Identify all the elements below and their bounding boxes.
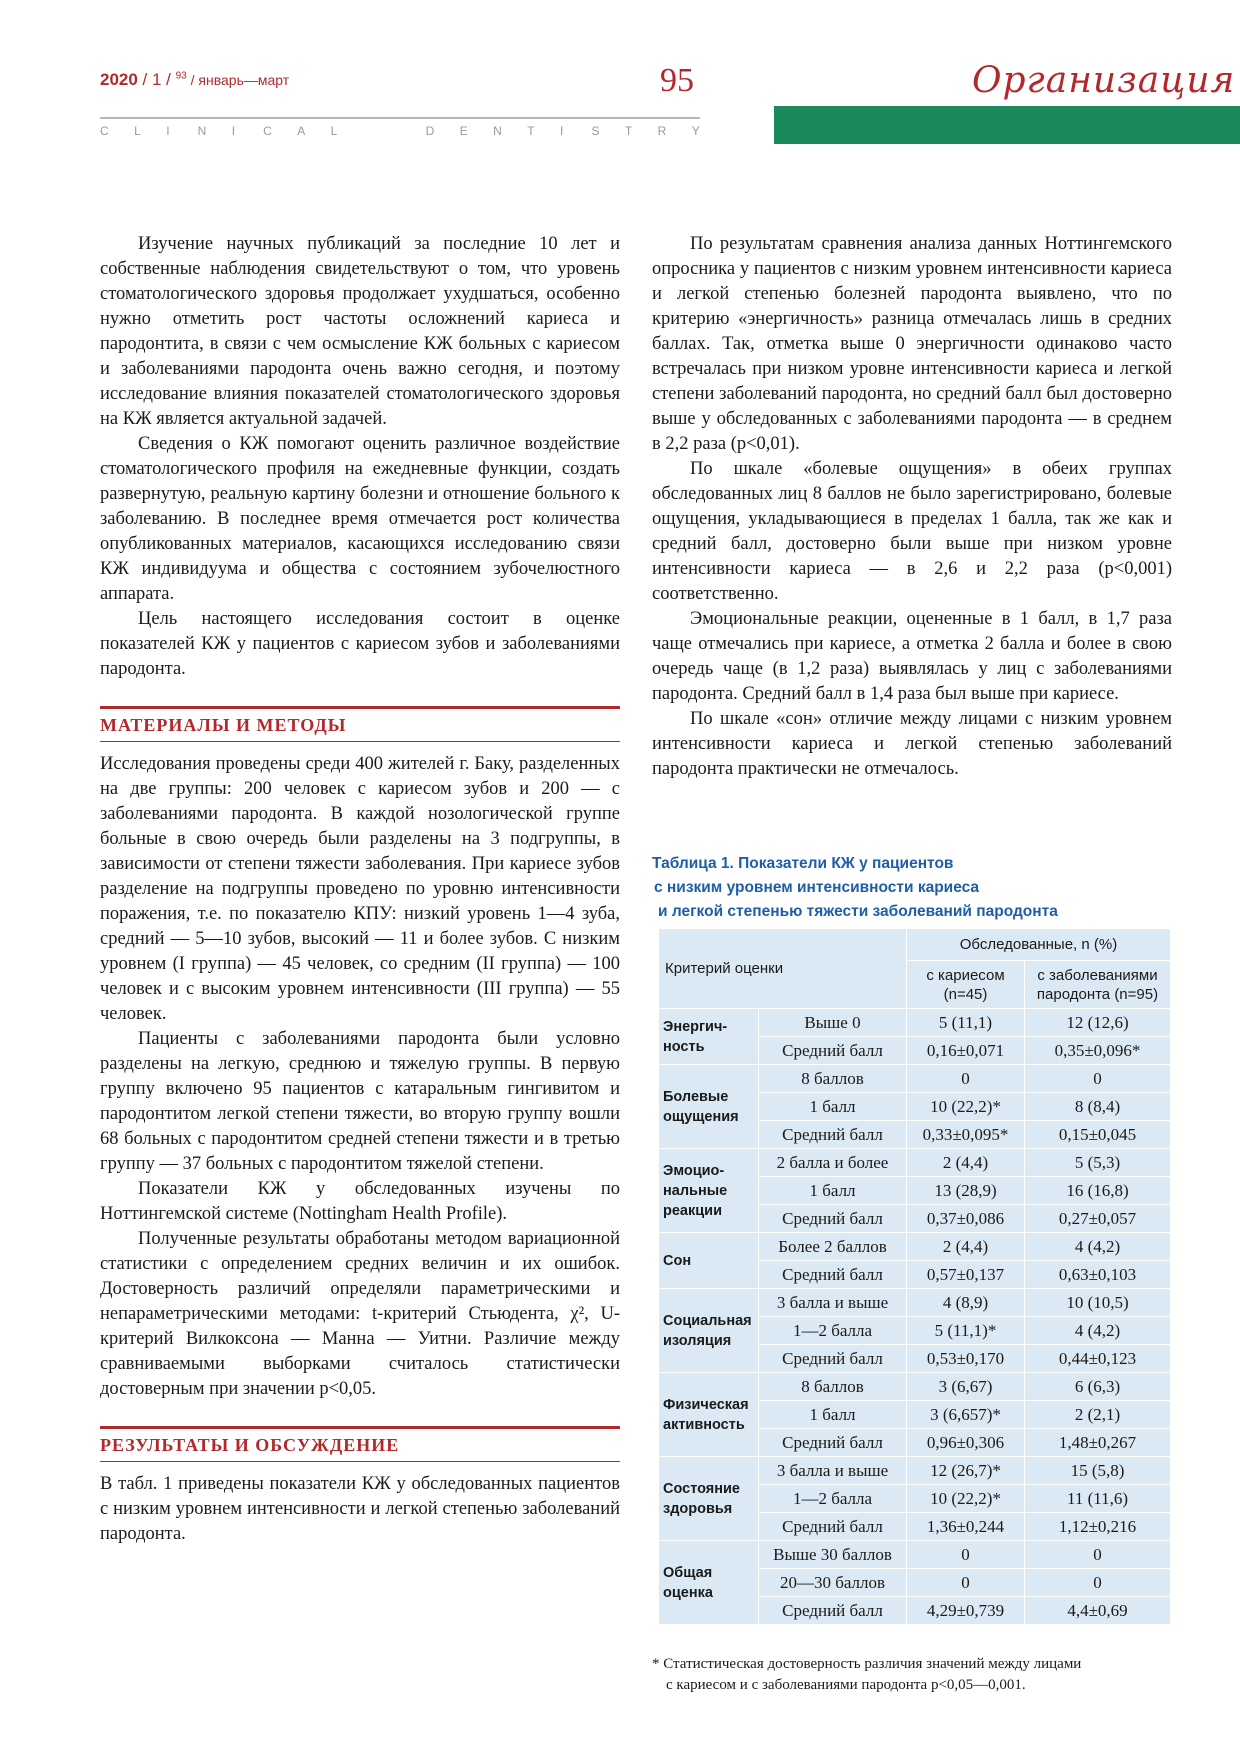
issue-number: 93 (175, 70, 187, 82)
caries-value-cell: 12 (26,7)* (907, 1457, 1025, 1485)
caries-value-cell: 0,96±0,306 (907, 1429, 1025, 1457)
periodontal-value-cell: 0 (1025, 1541, 1171, 1569)
subcriterion-cell: Более 2 баллов (759, 1233, 907, 1261)
journal-letter: C (263, 124, 272, 138)
journal-letter: I (560, 124, 564, 138)
periodontal-value-cell: 8 (8,4) (1025, 1093, 1171, 1121)
subcriterion-cell: 8 баллов (759, 1373, 907, 1401)
subcriterion-cell: Средний балл (759, 1205, 907, 1233)
journal-letter: E (459, 124, 468, 138)
journal-letter: N (493, 124, 502, 138)
subcriterion-cell: 2 балла и более (759, 1149, 907, 1177)
journal-name (100, 124, 700, 138)
periodontal-value-cell: 12 (12,6) (1025, 1009, 1171, 1037)
periodontal-value-cell: 15 (5,8) (1025, 1457, 1171, 1485)
caries-value-cell: 0,53±0,170 (907, 1345, 1025, 1373)
paragraph: По шкале «сон» отличие между лицами с низким уровнем интенсивности кариеса и легкой степенью заболеваний пародонта практически не отмечалось. (652, 709, 1172, 779)
caries-value-cell: 10 (22,2)* (907, 1093, 1025, 1121)
subcriterion-cell: 1 балл (759, 1401, 907, 1429)
subcriterion-cell: Средний балл (759, 1037, 907, 1065)
paragraph: Эмоциональные реакции, оцененные в 1 балл, в 1,7 раза чаще отмечались при кариесе, а отметка 2 балла и более в свою очередь чаще (в 1,2 раза) выявлялась у лиц с заболеваниями пародонта. Средний балл в 1,4 раза был выше при кариесе. (652, 609, 1172, 704)
subcriterion-cell: 3 балла и выше (759, 1289, 907, 1317)
caries-value-cell: 0,16±0,071 (907, 1037, 1025, 1065)
criterion-cell: Физическая активность (659, 1373, 759, 1457)
criterion-cell: Состояние здоровья (659, 1457, 759, 1541)
journal-letter (394, 124, 400, 138)
caries-value-cell: 5 (11,1)* (907, 1317, 1025, 1345)
periodontal-column-header: с заболеваниями пародонта (n=95) (1025, 961, 1171, 1009)
criterion-cell: Болевые ощущения (659, 1065, 759, 1149)
section-title: Организация (972, 60, 1236, 101)
table-row (659, 1541, 1171, 1569)
paragraph: Пациенты с заболеваниями пародонта были условно разделены на легкую, среднюю и тяжелую группы. В первую группу включено 95 пациентов с катаральным гингивитом и пародонтитом легкой степени тяжести, во вторую группу вошли 68 больных с пародонтитом средней степени тяжести и в третью группу — 37 больных с пародонтитом тяжелой степени. (100, 1029, 620, 1174)
periodontal-value-cell: 10 (10,5) (1025, 1289, 1171, 1317)
journal-letter: L (134, 124, 141, 138)
subcriterion-cell: 1 балл (759, 1177, 907, 1205)
periodontal-value-cell: 0 (1025, 1569, 1171, 1597)
periodontal-value-cell: 0,35±0,096* (1025, 1037, 1171, 1065)
paragraph: Сведения о КЖ помогают оценить различное воздействие стоматологического профиля на ежедневные функции, создать развернутую, реальную картину болезни и отношение больного к заболеванию. В последнее время отмечается рост количества опубликованных материалов, касающихся исследованию связи КЖ индивидуума и общества с состоянием зубочелюстного аппарата. (100, 434, 620, 604)
journal-letter: C (100, 124, 109, 138)
criterion-header: Критерий оценки (659, 929, 907, 1009)
paragraph: Показатели КЖ у обследованных изучены по Ноттингемской системе (Nottingham Health Profile). (100, 1179, 620, 1224)
issue-period: / январь—март (186, 72, 290, 88)
caries-value-cell: 4 (8,9) (907, 1289, 1025, 1317)
journal-letter: I (166, 124, 170, 138)
table-row (659, 1065, 1171, 1093)
subcriterion-cell: Средний балл (759, 1429, 907, 1457)
table-row (659, 1233, 1171, 1261)
footnote-line: с кариесом и с заболеваниями пародонта p<0,05—0,001. (666, 1677, 1026, 1693)
paragraph: По шкале «болевые ощущения» в обеих группах обследованных лиц 8 баллов не было зарегистрировано, болевые ощущения, укладывающиеся в пределах 1 балла, так же как и средний балл, достоверно были выше при низком уровне интенсивности кариеса — в 2,6 и 2,2 раза (p<0,001) соответственно. (652, 459, 1172, 604)
criterion-cell: Эмоцио-нальные реакции (659, 1149, 759, 1233)
table-caption (652, 852, 1212, 924)
caries-column-header: с кариесом (n=45) (907, 961, 1025, 1009)
issue-volume: / 1 / (137, 70, 176, 89)
caries-value-cell: 2 (4,4) (907, 1233, 1025, 1261)
caries-value-cell: 1,36±0,244 (907, 1513, 1025, 1541)
subcriterion-cell: 8 баллов (759, 1065, 907, 1093)
periodontal-value-cell: 0 (1025, 1065, 1171, 1093)
caption-line: с низким уровнем интенсивности кариеса (654, 879, 980, 896)
paragraph: В табл. 1 приведены показатели КЖ у обследованных пациентов с низким уровнем интенсивности и легкой степенью заболеваний пародонта. (100, 1474, 620, 1544)
periodontal-value-cell: 4,4±0,69 (1025, 1597, 1171, 1625)
subcriterion-cell: Средний балл (759, 1261, 907, 1289)
caries-value-cell: 3 (6,67) (907, 1373, 1025, 1401)
periodontal-value-cell: 6 (6,3) (1025, 1373, 1171, 1401)
journal-letter: I (231, 124, 236, 138)
subcriterion-cell: Выше 0 (759, 1009, 907, 1037)
subcriterion-cell: Средний балл (759, 1513, 907, 1541)
periodontal-value-cell: 16 (16,8) (1025, 1177, 1171, 1205)
results-table (658, 928, 1171, 1625)
criterion-cell: Энергич-ность (659, 1009, 759, 1065)
caries-value-cell: 0 (907, 1541, 1025, 1569)
criterion-cell: Социальная изоляция (659, 1289, 759, 1373)
periodontal-value-cell: 0,15±0,045 (1025, 1121, 1171, 1149)
caries-value-cell: 5 (11,1) (907, 1009, 1025, 1037)
subcriterion-cell: Выше 30 баллов (759, 1541, 907, 1569)
header-divider (100, 117, 700, 119)
periodontal-value-cell: 0,27±0,057 (1025, 1205, 1171, 1233)
subcriterion-cell: Средний балл (759, 1597, 907, 1625)
paragraph: Цель настоящего исследования состоит в оценке показателей КЖ у пациентов с кариесом зубов и заболеваниями пародонта. (100, 609, 620, 679)
periodontal-value-cell: 0,44±0,123 (1025, 1345, 1171, 1373)
table-row (659, 1289, 1171, 1317)
caries-value-cell: 4,29±0,739 (907, 1597, 1025, 1625)
journal-letter: N (197, 124, 207, 138)
journal-letter: Y (691, 124, 700, 138)
criterion-cell: Сон (659, 1233, 759, 1289)
issue-year: 2020 (100, 70, 138, 89)
journal-letter (363, 124, 369, 138)
paragraph: Полученные результаты обработаны методом вариационной статистики с определением средних величин и их ошибок. Достоверность различий определяли параметрическими и непараметрическими методами: t-критерий Стьюдента, χ², U-критерий Вилкоксона — Манна — Уитни. Различие между сравниваемыми выборками считалось статистически достоверным при значении p<0,05. (100, 1229, 620, 1399)
table-footnote (652, 1654, 1212, 1696)
caries-value-cell: 3 (6,657)* (907, 1401, 1025, 1429)
subcriterion-cell: 1—2 балла (759, 1317, 907, 1345)
periodontal-value-cell: 4 (4,2) (1025, 1233, 1171, 1261)
subcriterion-cell: 1—2 балла (759, 1485, 907, 1513)
table-row (659, 1009, 1171, 1037)
table-body (659, 1009, 1171, 1625)
journal-letter: L (330, 124, 338, 138)
paragraph: Изучение научных публикаций за последние 10 лет и собственные наблюдения свидетельствуют о том, что уровень стоматологического здоровья продолжает ухудшаться, особенно нужно отметить рост частоты осложнений кариеса и пародонтита, в связи с чем осмысление КЖ больных с кариесом и заболеваниями пародонта очень важно сегодня, и поэтому исследование влияния показателей стоматологического здоровья на КЖ является актуальной задачей. (100, 234, 620, 429)
journal-letter: A (297, 124, 306, 138)
footnote-line: * Статистическая достоверность различия значений между лицами (652, 1656, 1082, 1672)
paragraph: Исследования проведены среди 400 жителей г. Баку, разделенных на две группы: 200 человек с кариесом зубов и 200 — с заболеваниями пародонта. В каждой нозологической группе больные в свою очередь были разделены на 3 подгруппы, в зависимости от степени тяжести заболевания. При кариесе зубов разделение на подгруппы проведено по уровню интенсивности поражения, т.е. по показателю КПУ: низкий уровень 1—4 зуба, средний — 5—10 зубов, высокий — 11 и более зубов. С низким уровнем (I группа) — 45 человек, со средним (II группа) — 100 человек и с высоким уровнем интенсивности (III группа) — 55 человек. (100, 754, 620, 1024)
periodontal-value-cell: 4 (4,2) (1025, 1317, 1171, 1345)
caries-value-cell: 0 (907, 1065, 1025, 1093)
left-column (100, 232, 620, 1547)
periodontal-value-cell: 0,63±0,103 (1025, 1261, 1171, 1289)
table-row (659, 1457, 1171, 1485)
caries-value-cell: 10 (22,2)* (907, 1485, 1025, 1513)
criterion-cell: Общая оценка (659, 1541, 759, 1625)
section-heading-methods: МАТЕРИАЛЫ И МЕТОДЫ (100, 706, 620, 742)
group-header: Обследованные, n (%) (907, 929, 1171, 961)
caption-line: Таблица 1. Показатели КЖ у пациентов (652, 855, 954, 872)
caries-value-cell: 0,37±0,086 (907, 1205, 1025, 1233)
periodontal-value-cell: 5 (5,3) (1025, 1149, 1171, 1177)
journal-letter: T (527, 124, 535, 138)
page-number: 95 (660, 62, 694, 99)
journal-letter: D (425, 124, 435, 138)
subcriterion-cell: 3 балла и выше (759, 1457, 907, 1485)
journal-letter: R (657, 124, 667, 138)
caries-value-cell: 0 (907, 1569, 1025, 1597)
subcriterion-cell: Средний балл (759, 1345, 907, 1373)
table-row (659, 1373, 1171, 1401)
periodontal-value-cell: 1,12±0,216 (1025, 1513, 1171, 1541)
caries-value-cell: 0,33±0,095* (907, 1121, 1025, 1149)
journal-letter: T (624, 124, 633, 138)
subcriterion-cell: 20—30 баллов (759, 1569, 907, 1597)
table-row (659, 1149, 1171, 1177)
right-column (652, 232, 1172, 782)
subcriterion-cell: Средний балл (759, 1121, 907, 1149)
subcriterion-cell: 1 балл (759, 1093, 907, 1121)
periodontal-value-cell: 2 (2,1) (1025, 1401, 1171, 1429)
caption-line: и легкой степенью тяжести заболеваний пародонта (658, 903, 1058, 920)
periodontal-value-cell: 1,48±0,267 (1025, 1429, 1171, 1457)
section-color-bar (774, 106, 1240, 144)
periodontal-value-cell: 11 (11,6) (1025, 1485, 1171, 1513)
caries-value-cell: 2 (4,4) (907, 1149, 1025, 1177)
paragraph: По результатам сравнения анализа данных Ноттингемского опросника у пациентов с низким уровнем интенсивности кариеса и легкой степенью болезней пародонта выявлено, что по критерию «энергичность» разница отмечалась лишь в средних баллах. Так, отметка выше 0 энергичности одинаково часто встречалась при низком уровне интенсивности кариеса и легкой степени заболеваний пародонта, но средний балл был достоверно выше у обследованных с заболеваниями пародонта — в среднем в 2,2 раза (p<0,01). (652, 234, 1172, 454)
section-heading-results: РЕЗУЛЬТАТЫ И ОБСУЖДЕНИЕ (100, 1426, 620, 1462)
journal-letter: S (591, 124, 600, 138)
issue-info (100, 70, 289, 90)
caries-value-cell: 13 (28,9) (907, 1177, 1025, 1205)
caries-value-cell: 0,57±0,137 (907, 1261, 1025, 1289)
